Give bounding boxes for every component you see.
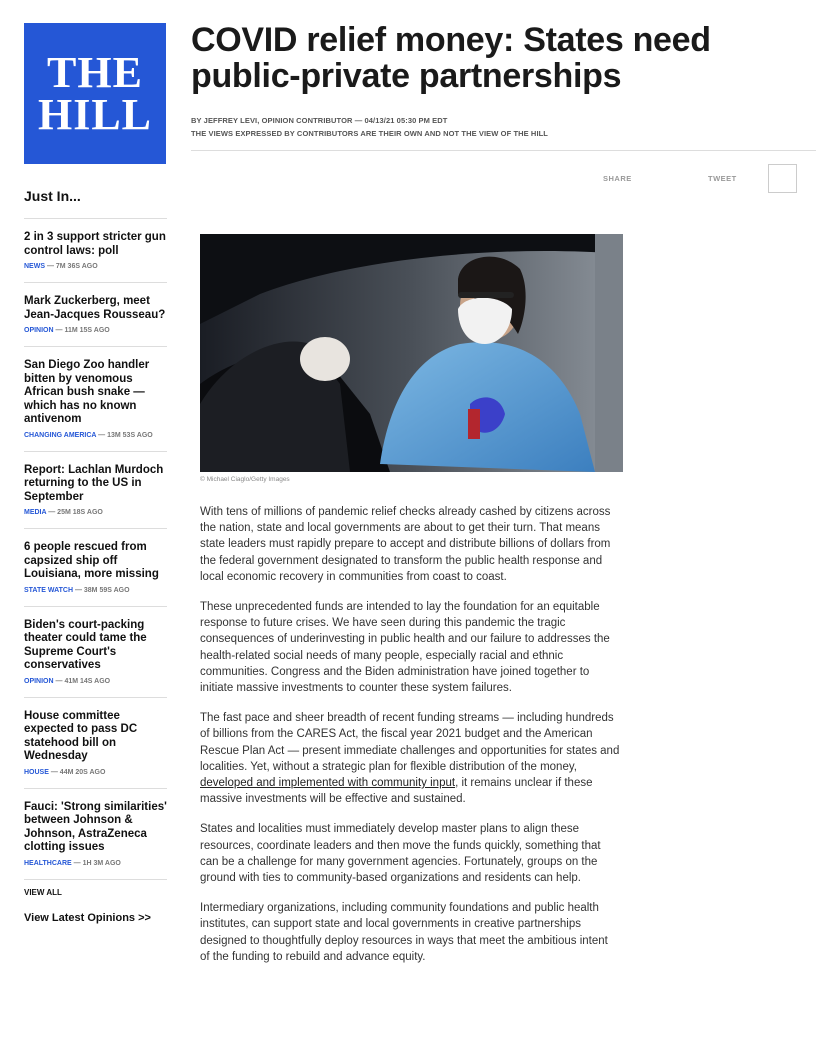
contributor-disclaimer: THE VIEWS EXPRESSED BY CONTRIBUTORS ARE THEIR OWN AND NOT THE VIEW OF THE HILL: [191, 129, 548, 138]
sidebar-story-meta: [24, 261, 167, 272]
sidebar-story-category[interactable]: MEDIA: [24, 509, 47, 516]
paragraph-text: , it remains unclear if these massive investments will be effective and sustained.: [200, 777, 593, 806]
sidebar-story-meta: [24, 430, 167, 441]
sidebar-story-meta: [24, 767, 167, 778]
sidebar-story-time: — 44M 20S AGO: [48, 768, 106, 776]
article-photo-image: [200, 234, 623, 472]
logo-line-1: THE: [47, 47, 143, 97]
sidebar-story[interactable]: [24, 218, 167, 282]
sidebar-story-time: — 11M 15S AGO: [53, 327, 110, 334]
community-input-link[interactable]: developed and implemented with community input: [200, 777, 456, 790]
sidebar-story[interactable]: [24, 606, 167, 697]
sidebar-story-title[interactable]: Mark Zuckerberg, meet Jean-Jacques Rousseau?: [24, 295, 166, 321]
sidebar-story-title[interactable]: San Diego Zoo handler bitten by venomous African bush snake — which has no known antivenom: [24, 359, 150, 425]
sidebar-story-category[interactable]: HOUSE: [24, 768, 49, 776]
logo-line-2: HILL: [37, 89, 153, 139]
header-divider: [191, 150, 816, 151]
sidebar-story-title[interactable]: 6 people rescued from capsized ship off Louisiana, more missing: [24, 541, 159, 580]
view-all-link[interactable]: VIEW ALL: [24, 879, 167, 897]
sidebar-story-meta: [24, 676, 167, 687]
sidebar-story-category[interactable]: NEWS: [24, 263, 45, 270]
byline-block: [191, 114, 548, 140]
sidebar-story-meta: [24, 507, 167, 518]
article-paragraph: These unprecedented funds are intended to lay the foundation for an equitable response to future crises. We have seen during this pandemic the tragic consequences of underinvesting in public health and our failure to addresses the health-related social needs of many people, especially racial and ethnic communities. Congress and the Biden administration have joined together to initiate massive investments to counter these system failures.: [200, 601, 610, 695]
sidebar-story[interactable]: [24, 282, 167, 346]
paragraph-text: The fast pace and sheer breadth of recent funding streams — including hundreds of billions from the CARES Act, the fiscal year 2021 budget and the American Rescue Plan Act — present immediate challenges and opportunities for states and localities. Yet, without a strategic plan for flexible distribution of the money,: [200, 712, 620, 773]
article-paragraph: Intermediary organizations, including community foundations and public health institutes, can support state and local governments in creative partnerships designed to thoughtfully deploy resources in ways that meet the ambitious intent of the funding to rebuild and advance equity.: [200, 902, 608, 963]
sidebar-story-time: — 7M 36S AGO: [45, 263, 98, 270]
photo-credit: © Michael Ciaglo/Getty Images: [200, 476, 290, 483]
sidebar-story-category[interactable]: OPINION: [24, 677, 54, 685]
article-paragraph: States and localities must immediately develop master plans to align these resources, coordinate leaders and then move the funds quickly, something that can be a challenge for many government agencies. Fortunately, groups on the ground with ties to community-based organizations and residents can help.: [200, 823, 601, 885]
sidebar-story-time: — 41M 14S AGO: [53, 677, 111, 685]
sidebar-story-category[interactable]: OPINION: [24, 327, 54, 334]
sidebar-story-title[interactable]: House committee expected to pass DC statehood bill on Wednesday: [24, 709, 138, 762]
sidebar-story-time: — 1H 3M AGO: [71, 859, 121, 867]
sidebar-story[interactable]: [24, 451, 167, 529]
sidebar-story-time: — 38M 59S AGO: [73, 586, 130, 594]
sidebar-story-title[interactable]: Biden's court-packing theater could tame the Supreme Court's conservatives: [24, 618, 147, 671]
article-photo: [200, 234, 623, 472]
byline: BY JEFFREY LEVI, OPINION CONTRIBUTOR — 04/13/21 05:30 PM EDT: [191, 116, 448, 125]
just-in-sidebar: [24, 188, 167, 924]
article-headline: COVID relief money: States need public-private partnerships: [191, 21, 711, 95]
sidebar-story-title[interactable]: 2 in 3 support stricter gun control laws: poll: [24, 231, 166, 257]
view-latest-opinions-link[interactable]: View Latest Opinions >>: [24, 911, 151, 924]
sidebar-story-title[interactable]: Fauci: 'Strong similarities' between Johnson & Johnson, AstraZeneca clotting issues: [24, 800, 167, 853]
tweet-button[interactable]: TWEET: [708, 174, 737, 183]
sidebar-story-category[interactable]: STATE WATCH: [24, 586, 73, 594]
sidebar-story-title[interactable]: Report: Lachlan Murdoch returning to the US in September: [24, 463, 164, 503]
sidebar-story-meta: [24, 325, 167, 336]
sidebar-story-meta: [24, 585, 167, 596]
sidebar-story-category[interactable]: HEALTHCARE: [24, 859, 72, 867]
sidebar-story[interactable]: [24, 697, 167, 788]
share-more-button[interactable]: [768, 164, 797, 193]
sidebar-story[interactable]: [24, 528, 167, 606]
sidebar-story-category[interactable]: CHANGING AMERICA: [24, 431, 97, 439]
sidebar-story-meta: [24, 858, 167, 869]
sidebar-story[interactable]: [24, 346, 167, 451]
sidebar-story[interactable]: [24, 788, 167, 879]
sidebar-heading: Just In...: [24, 188, 81, 204]
the-hill-logo[interactable]: [24, 23, 166, 164]
article-paragraph: [200, 710, 620, 807]
article-paragraph: With tens of millions of pandemic relief checks already cashed by citizens across the nation, state and local governments are about to get their turn. That means state leaders must rapidly prepare to accept and distribute billions of dollars from the federal government designated to transform the public health response and local economic recovery in communities from coast to coast.: [200, 506, 611, 583]
sidebar-story-time: — 13M 53S AGO: [96, 431, 153, 439]
article-body: [200, 504, 620, 979]
sidebar-story-time: — 25M 18S AGO: [46, 509, 103, 516]
share-button[interactable]: SHARE: [603, 174, 632, 183]
